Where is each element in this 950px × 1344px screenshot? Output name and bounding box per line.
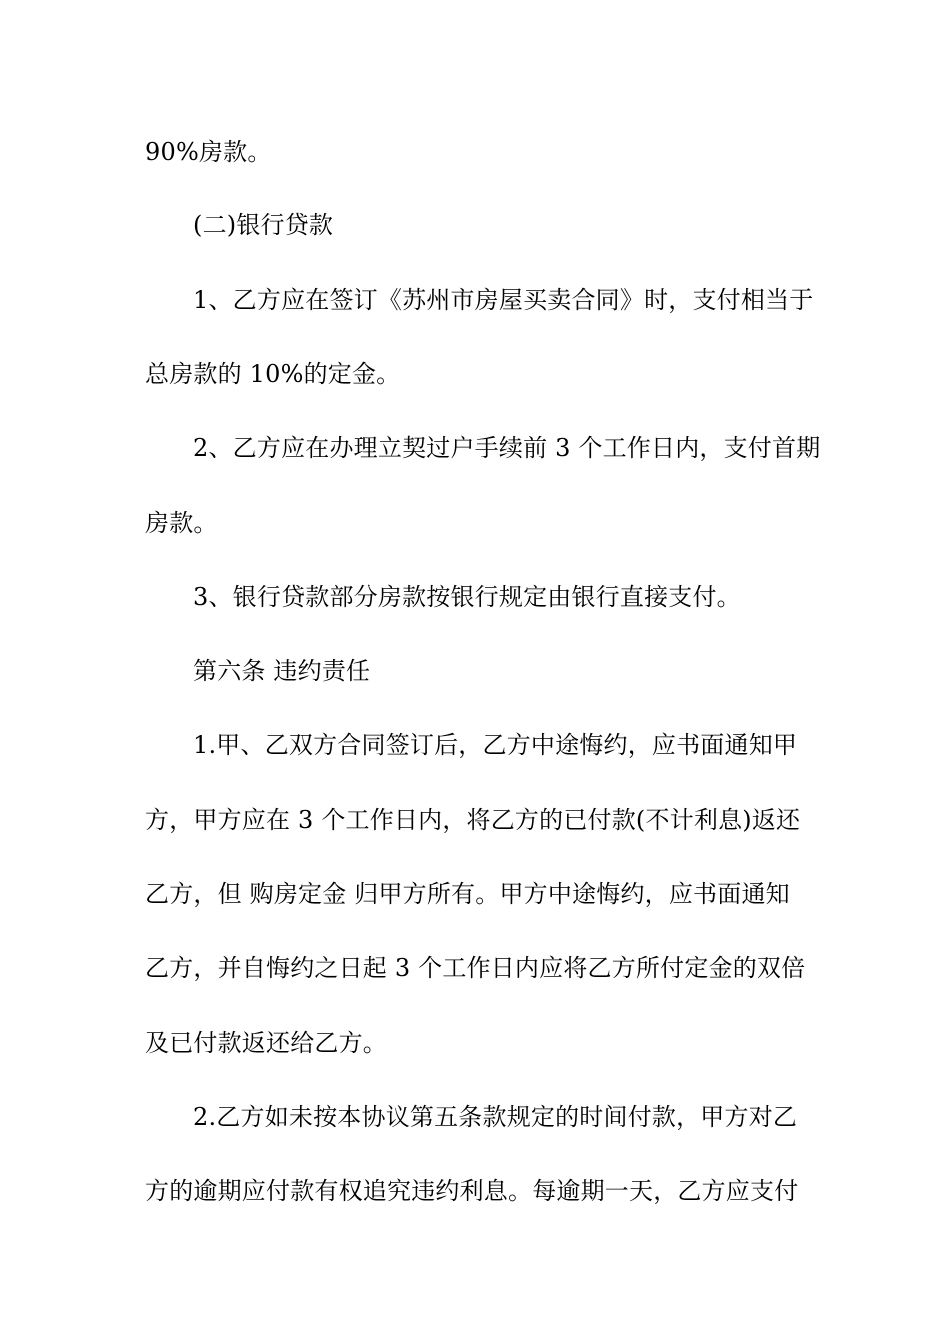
section-heading: (二)银行贷款 — [193, 211, 334, 239]
text-line: 2.乙方如未按本协议第五条款规定的时间付款，甲方对乙 — [193, 1103, 798, 1131]
text-line: 方的逾期应付款有权追究违约利息。每逾期一天，乙方应支付 — [145, 1177, 799, 1205]
text-line: 3、银行贷款部分房款按银行规定由银行直接支付。 — [193, 583, 741, 611]
text-line: 2、乙方应在办理立契过户手续前 3 个工作日内，支付首期 — [193, 434, 821, 462]
text-line: 总房款的 10%的定金。 — [145, 360, 401, 388]
article-heading: 第六条 违约责任 — [193, 657, 371, 685]
text-line: 1、乙方应在签订《苏州市房屋买卖合同》时，支付相当于 — [193, 286, 814, 314]
text-line: 及已付款返还给乙方。 — [145, 1029, 387, 1057]
text-line: 乙方，但 购房定金 归甲方所有。甲方中途悔约，应书面通知 — [145, 880, 790, 908]
text-line: 房款。 — [145, 509, 218, 537]
text-line: 90%房款。 — [145, 138, 272, 166]
text-line: 1.甲、乙双方合同签订后，乙方中途悔约，应书面通知甲 — [193, 731, 798, 759]
text-line: 乙方，并自悔约之日起 3 个工作日内应将乙方所付定金的双倍 — [145, 954, 806, 982]
text-line: 方，甲方应在 3 个工作日内，将乙方的已付款(不计利息)返还 — [145, 806, 801, 834]
